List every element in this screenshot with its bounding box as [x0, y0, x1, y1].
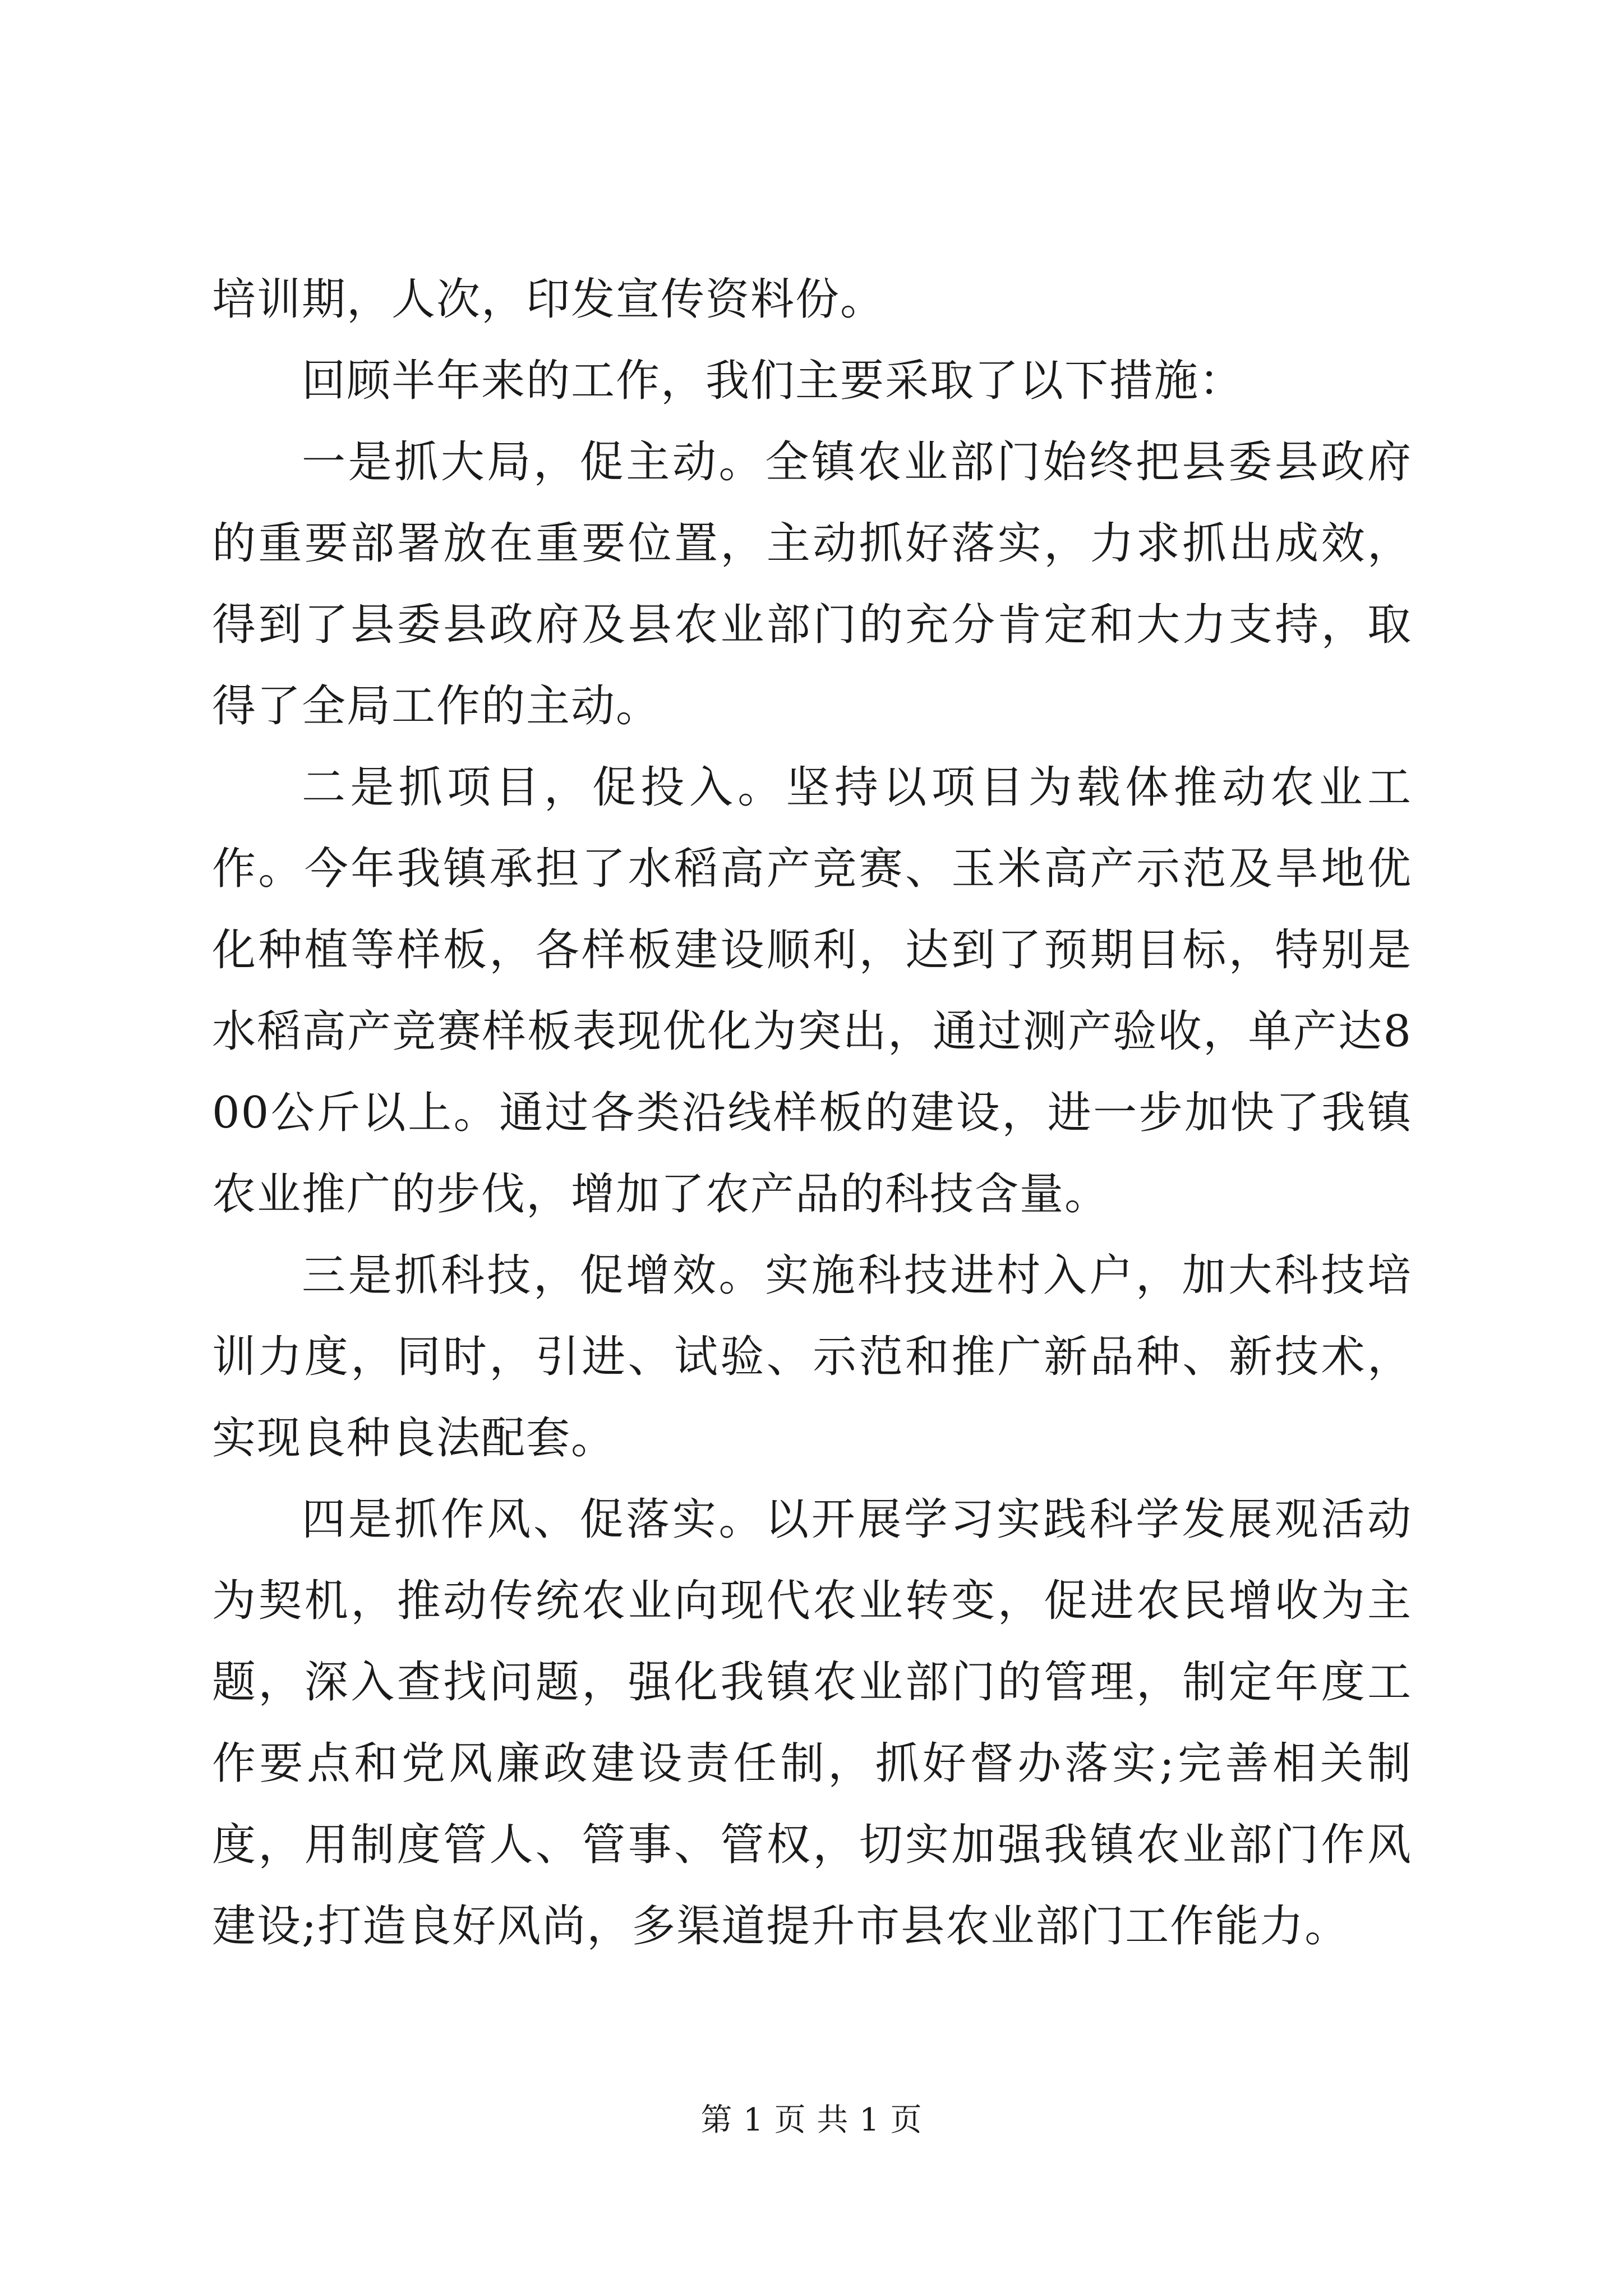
paragraph-intro: 回顾半年来的工作，我们主要采取了以下措施： [302, 356, 1244, 406]
paragraph-measure-4: 四是抓作风、促落实。以开展学习实践科学发展观活动为契机，推动传统农业向现代农业转变，促进农民增收为主题，深入查找问题，强化我镇农业部门的管理，制定年度工作要点和党风廉政建设责任制，抓好督办落实;完善相关制度，用制度管人、管事、管权，切实加强我镇农业部门作风建设;打造良好风尚，多渠道提升市县农业部门工作能力。 [212, 1494, 1412, 1952]
paragraph-measure-2: 二是抓项目，促投入。坚持以项目为载体推动农业工作。今年我镇承担了水稻高产竞赛、玉米高产示范及旱地优化种植等样板，各样板建设顺利，达到了预期目标，特别是水稻高产竞赛样板表现优化为突出，通过测产验收，单产达800公斤以上。通过各类沿线样板的建设，进一步加快了我镇农业推广的步伐，增加了农产品的科技含量。 [212, 762, 1412, 1220]
paragraph-continuation: 培训期，人次，印发宣传资料份。 [212, 274, 886, 325]
page-footer: 第 1 页 共 1 页 [700, 2102, 923, 2138]
paragraph-measure-3: 三是抓科技，促增效。实施科技进村入户，加大科技培训力度，同时，引进、试验、示范和推广新品种、新技术，实现良种良法配套。 [212, 1250, 1412, 1464]
paragraph-measure-1: 一是抓大局，促主动。全镇农业部门始终把县委县政府的重要部署放在重要位置，主动抓好落实，力求抓出成效，得到了县委县政府及县农业部门的充分肯定和大力支持，取得了全局工作的主动。 [212, 437, 1412, 731]
document-body [212, 259, 1412, 1967]
